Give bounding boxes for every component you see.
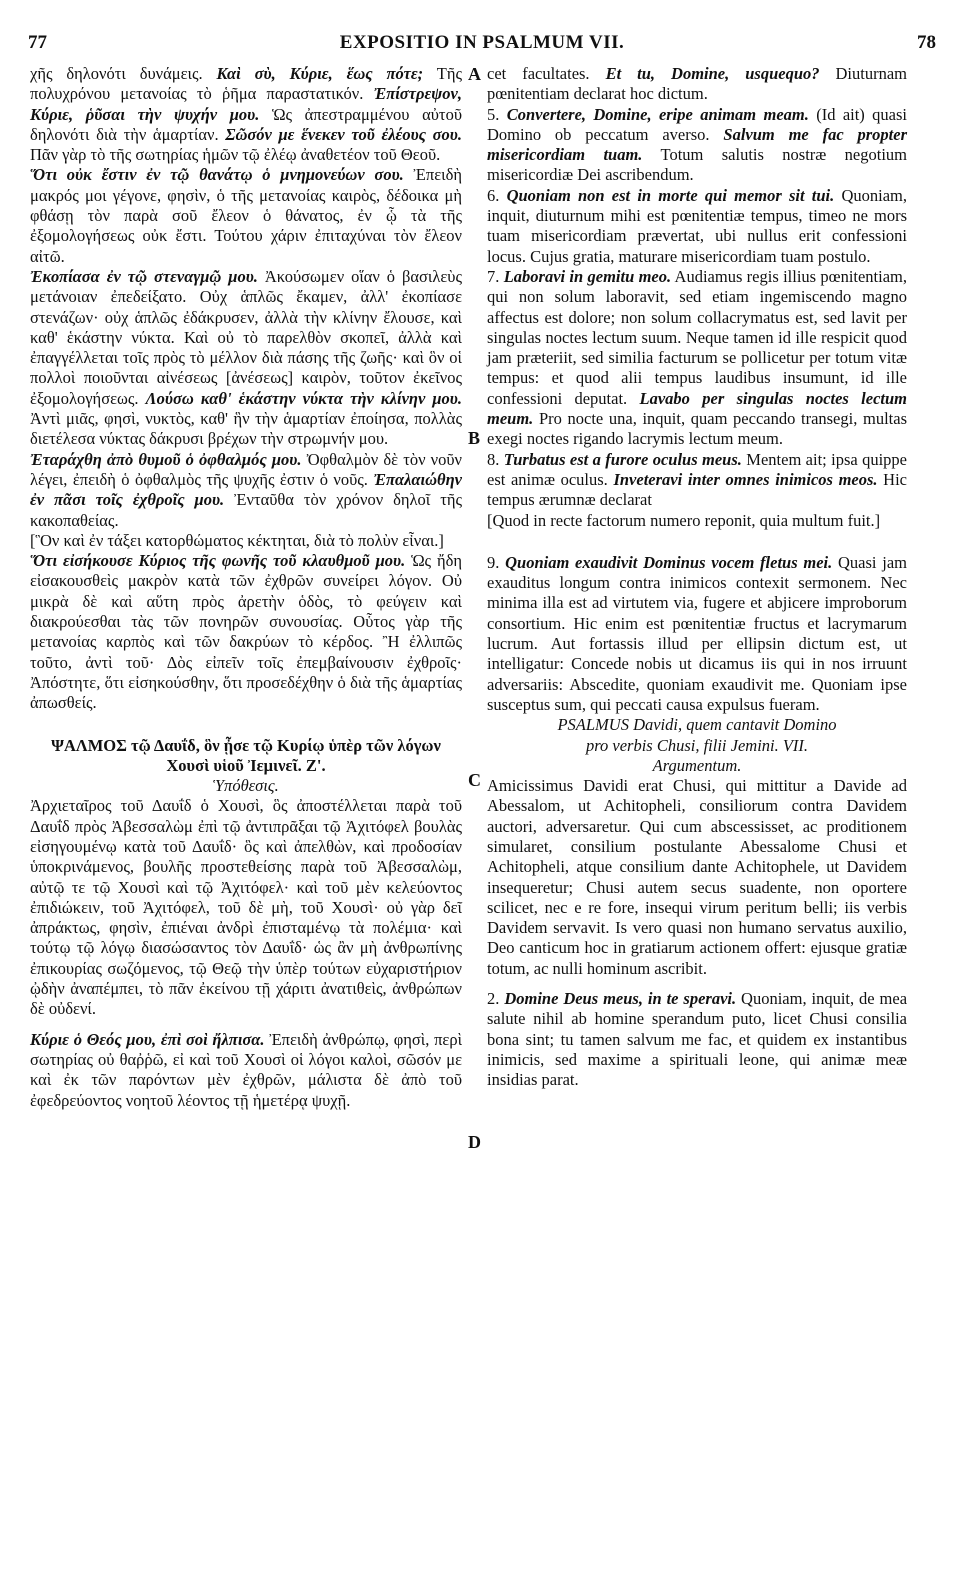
- greek-argument-text: Ἀρχιεταῖρος τοῦ Δαυΐδ ὁ Χουσὶ, ὃς ἀποστέλλεται παρὰ τοῦ Δαυΐδ πρὸς Ἀβεσσαλὼμ ἐπὶ τῷ ἀντιπρᾶξαι τῷ Ἀχιτόφελ βουλὰς εἰσηγουμένῳ κατὰ τοῦ Δαυΐδ· ὃς καὶ ἀπελθὼν, καὶ προδοσίαν ὑποκρινάμενος, βουλῆς προστεθείσης παρὰ τοῦ Ἀβεσσαλὼμ, αὐτῷ τε τῷ Χουσὶ καὶ τῷ Ἀχιτόφελ· καὶ τοῦ μὲν κελεύοντος ἐπιδιώκειν, τοῦ Ἀχιτόφελ, τοῦ δὲ μὴ, τοῦ Χουσὶ· οὐ γὰρ δεῖ ἀπράκτως, φησὶν, ἐπιέναι ἀνδρὶ ἐπισταμένῳ τὰ πολέμια· καὶ τούτῳ τῷ λόγῳ διασώσαντος τὸν Δαυΐδ· ὡς ἂν μὴ ἀνθρωπίνης ἐπικουρίας σωζόμενος, τῷ Θεῷ τὴν ὑπὲρ τούτων εὐχαριστήριον ᾠδὴν ἀναπέμπει, τὸ πᾶν ἐκείνου τῇ χάριτι ἀνατιθεὶς, ἀνθρώπων δὲ οὐδενί.: [30, 796, 462, 1019]
- margin-letter-d: D: [468, 1132, 481, 1152]
- greek-paragraph: [30, 1030, 462, 1111]
- lemma-quote: Et tu, Domine, usquequo?: [605, 64, 820, 83]
- latin-argument-text: Amicissimus Davidi erat Chusi, qui mittitur a Davide ad Abessalom, ut Achitopheli, consiliorum contra Davidem auctori, adversaretur. Qui cum abscessisset, ac proditionem simularet, consilium postulante Abessalome Chusi et Achitopheli, atque consilium dante Achitophele, ut Davidem insequeretur; Chusi autem secus suadente, non oportere scilicet, nec e re fore, insequi virum peritum belli; iis verbis Davidem servavit. Is vero quasi non humano servatus auxilio, Deo canticum hoc in gratiarum actionem offert: ejusque gratiæ totum, ac nulli hominum ascribit.: [487, 776, 907, 978]
- page-number-left: 77: [28, 32, 47, 53]
- commentary-text: Ὀφθαλμὸν δὲ τὸν νοῦν λέγει, ἐπειδὴ ὁ ὀφθαλμὸς τῆς ψυχῆς ἐστιν ὁ νοῦς.: [30, 449, 462, 489]
- latin-psalm-title: PSALMUS Davidi, quem cantavit Domino: [557, 715, 837, 735]
- latin-paragraph: [487, 267, 907, 450]
- lemma-quote: Ὅτι εἰσήκουσε Κύριος τῆς φωνῆς τοῦ κλαυθμοῦ μου.: [30, 551, 406, 571]
- running-header: [28, 32, 936, 62]
- commentary-text: Pro nocte una, inquit, quam peccando transegi, multas exegi noctes rigando lacrymis lectum meum.: [487, 409, 907, 449]
- latin-paragraph: [487, 450, 907, 511]
- commentary-text: Τῆς πολυχρόνου μετανοίας τὸ ῥῆμα παραστατικόν.: [30, 64, 462, 104]
- latin-column: [487, 64, 907, 1091]
- greek-paragraph: [30, 267, 462, 450]
- commentary-text: Hic tempus ærumnæ declarat: [487, 469, 908, 510]
- commentary-text: (Id ait) quasi Domino ob peccatum averso.: [487, 104, 907, 144]
- margin-letter-b: B: [468, 428, 481, 448]
- commentary-text: 7.: [487, 266, 504, 286]
- commentary-text: Ἐπειδὴ ἀνθρώπῳ, φησὶ, περὶ σωτηρίας οὐ θαῤῥῶ, εἰ καὶ τοῦ Χουσὶ οἱ λόγοι καλοὶ, σῶσόν με καὶ ἐκ τῶν παρόντων μὲν ἐχθρῶν, μάλιστα δὲ ἀπὸ τοῦ ἐφεδρεύοντος νοητοῦ λέοντος τῇ ἡμετέρᾳ ψυχῇ.: [30, 1029, 463, 1110]
- lemma-quote: Convertere, Domine, eripe animam meam.: [506, 104, 809, 124]
- latin-paragraph: [487, 64, 907, 105]
- commentary-text: Quoniam, inquit, diuturnum mihi est pœnitentiæ tempus, timeo ne mors tuam misericordiam prævertat, ubi nullus erit confessioni locus. Cujus gratia, maturare misericordiam tuam postulo.: [487, 185, 908, 266]
- lemma-quote: Laboravi in gemitu meo.: [503, 266, 672, 286]
- commentary-text: 2.: [487, 989, 505, 1009]
- lemma-quote: Ἐκοπίασα ἐν τῷ στεναγμῷ μου.: [30, 266, 258, 286]
- lemma-quote: Ἐταράχθη ἀπὸ θυμοῦ ὁ ὀφθαλμός μου.: [30, 449, 302, 469]
- commentary-text: χῆς δηλονότι δυνάμεις.: [30, 64, 217, 83]
- greek-bracket-note: [Ὃν καὶ ἐν τάξει κατορθώματος κέκτηται, διὰ τὸ πολὺν εἶναι.]: [30, 530, 444, 550]
- commentary-text: Quoniam, inquit, de mea salute nihil ab homine sperandum puto, licet Chusi consilia bona sint; tu tamen salvum me fac, et quidem ex instantibus inimicis, sed maxime a spirituali leone, qui animæ meæ insidias parat.: [487, 989, 908, 1090]
- commentary-text: 8.: [487, 449, 504, 469]
- greek-paragraph: [30, 64, 462, 165]
- commentary-text: Ἀκούσωμεν οἵαν ὁ βασιλεὺς μετάνοιαν ἐπεδείξατο. Οὐχ ἁπλῶς ἔκαμεν, ἀλλ' ἐκοπίασε στενάζων· οὐχ ἁπλῶς ἐδάκρυσεν, ἀλλὰ τὴν κλίνην ἔλουσε, καὶ καθ' ἑκάστην νύκτα. Καὶ οὐ τὸ παρελθὸν σκοπεῖ, ἀλλὰ καὶ ἐπαγγέλλεται τοῖς πρὸς τὸ μέλλον διὰ πάσης τῆς ζωῆς· καὶ ὃν οἱ πολλοὶ ποιοῦνται αἰνέσεως [ἀνέσεως] καιρὸν, τοῦτον ἐκεῖνος ἐξομολογήσεως.: [30, 266, 462, 408]
- page-title: EXPOSITIO IN PSALMUM VII.: [339, 32, 625, 53]
- commentary-text: Ἐπειδὴ μακρός μοι γέγονε, φησὶν, ὁ τῆς μετανοίας καιρὸς, δέδοικα μὴ φθάσῃ τὸν παρὰ σοῦ ἔλεον ὁ θάνατος, ἐν ᾧ τὰ τῆς ἐξομολογήσεως οὐκ ἔστι. Τούτου χάριν ἐπιταχύναι τὸν ἔλεον αἰτῶ.: [30, 165, 462, 266]
- lemma-quote: Lavabo per singulas noctes lectum meum.: [487, 388, 908, 429]
- lemma-quote: Ἐπαλαιώθην ἐν πᾶσι τοῖς ἐχθροῖς μου.: [30, 469, 462, 510]
- latin-paragraph: [487, 105, 907, 186]
- latin-psalm-title-line2: pro verbis Chusi, filii Jemini. VII.: [585, 735, 809, 755]
- greek-paragraph: [30, 165, 462, 266]
- commentary-text: Ὡς ἀπεστραμμένου αὐτοῦ δηλονότι διὰ τὴν ἁμαρτίαν.: [30, 104, 462, 144]
- commentary-text: Ἐνταῦθα τὸν χρόνον δηλοῖ τῆς κακοπαθείας.: [30, 490, 462, 530]
- commentary-text: Ὡς ἤδη εἰσακουσθεὶς μακρὸν κατὰ τῶν ἐχθρῶν συνείρει λόγον. Οὐ μικρὰ δὲ καὶ αὕτη πρὸς ἀρετὴν ὁδὸς, τὸ φεύγειν καὶ διακρούεσθαι τὰς τῶν πονηρῶν συνουσίας. Οὗτος γὰρ τῆς μετανοίας καρπὸς καὶ τῶν δακρύων τὸ κέρδος. Ἢ ἐλλιπῶς τοῦτο, ἀντὶ τοῦ· Δὸς εἰπεῖν τοῖς ἐπεμβαίνουσιν ἐχθροῖς· Ἀπόστητε, ὅτι εἰσηκούσθην, ὅτι προσεδέχθην ὁ διὰ τῆς ἁμαρτίας ἀπωσθείς.: [30, 551, 462, 713]
- lemma-quote: Salvum me fac propter misericordiam tuam.: [487, 124, 908, 165]
- latin-paragraph: [487, 553, 907, 715]
- lemma-quote: Κύριε ὁ Θεός μου, ἐπὶ σοὶ ἤλπισα.: [30, 1029, 265, 1049]
- commentary-text: 6.: [487, 185, 507, 205]
- lemma-quote: Σῶσόν με ἕνεκεν τοῦ ἐλέους σου.: [225, 124, 462, 144]
- commentary-text: Diuturnam pœnitentiam declarat hoc dictum.: [487, 64, 907, 104]
- page-number-right: 78: [917, 32, 936, 53]
- lemma-quote: Inveteravi inter omnes inimicos meos.: [613, 469, 878, 489]
- commentary-text: Quasi jam exauditus longum contra inimicos contexit sermonem. Nec minima illa est ad virtutem via, fugere et abjicere improborum consortium. Hic enim est pœnitentiæ fructus et lacrymarum lucrum. Aut fortassis illud per ellipsin dictum est, ut intelligatur: Concede nobis ut dicamus iis qui in nos irruunt adversariis: Abscedite, quoniam exaudivit me. Quoniam ipse susceptus sum, qui peccati causa expulsus fueram.: [487, 552, 907, 714]
- commentary-text: 9.: [487, 552, 506, 572]
- margin-letter-a: A: [468, 64, 481, 84]
- lemma-quote: Καὶ σὺ, Κύριε, ἕως πότε;: [216, 64, 424, 83]
- commentary-text: Audiamus regis illius pœnitentiam, qui non solum laboravit, sed etiam ingemiscendo magno affectus est dolore; non solum collacrymatus est, sed lavit per singulas noctes lectum suum. Neque tamen id ille respicit quod jam præteriit, sed similia facturum se pollicetur per totum vitæ tempus: et quod alii tempus laudibus insumunt, id ille confessioni deputat.: [487, 266, 908, 408]
- lemma-quote: Λούσω καθ' ἑκάστην νύκτα τὴν κλίνην μου.: [145, 388, 462, 408]
- greek-paragraph: [30, 450, 462, 531]
- commentary-text: 5.: [487, 104, 507, 124]
- lemma-quote: Quoniam exaudivit Dominus vocem fletus mei.: [505, 552, 833, 572]
- latin-paragraph: [487, 186, 907, 267]
- latin-argumentum-heading: Argumentum.: [652, 755, 742, 775]
- greek-hypothesis-heading: Ὑπόθεσις.: [213, 776, 279, 796]
- greek-column: [30, 64, 462, 1111]
- margin-letter-c: C: [468, 770, 481, 790]
- latin-bracket-note: [Quod in recte factorum numero reponit, quia multum fuit.]: [487, 510, 881, 530]
- lemma-quote: Ὅτι οὐκ ἔστιν ἐν τῷ θανάτῳ ὁ μνημονεύων σου.: [30, 165, 404, 185]
- commentary-text: cet facultates.: [487, 64, 606, 83]
- greek-paragraph: [30, 551, 462, 713]
- lemma-quote: Quoniam non est in morte qui memor sit tui.: [506, 185, 835, 205]
- lemma-quote: Domine Deus meus, in te speravi.: [504, 989, 737, 1009]
- commentary-text: Πᾶν γὰρ τὸ τῆς σωτηρίας ἡμῶν τῷ ἐλέῳ ἀναθετέον τοῦ Θεοῦ.: [30, 145, 441, 165]
- commentary-text: Ἀντὶ μιᾶς, φησὶ, νυκτὸς, καθ' ἣν τὴν ἁμαρτίαν ἐποίησα, πολλὰς διετέλεσα νύκτας δάκρυσι βρέχων τὴν στρωμνήν μου.: [30, 409, 462, 449]
- lemma-quote: Turbatus est a furore oculus meus.: [503, 449, 742, 469]
- latin-paragraph: [487, 989, 907, 1090]
- commentary-text: Totum salutis nostræ negotium misericordiæ Dei ascribendum.: [487, 145, 907, 185]
- commentary-text: Mentem ait; ipsa quippe est animæ oculus.: [487, 449, 907, 489]
- greek-psalm-title: ΨΑΛΜΟΣ τῷ Δαυΐδ, ὃν ᾖσε τῷ Κυρίῳ ὑπὲρ τῶν λόγων Χουσὶ υἱοῦ Ἰεμινεῖ. Ζ'.: [51, 735, 441, 775]
- lemma-quote: Ἐπίστρεψον, Κύριε, ῥῦσαι τὴν ψυχήν μου.: [30, 84, 462, 124]
